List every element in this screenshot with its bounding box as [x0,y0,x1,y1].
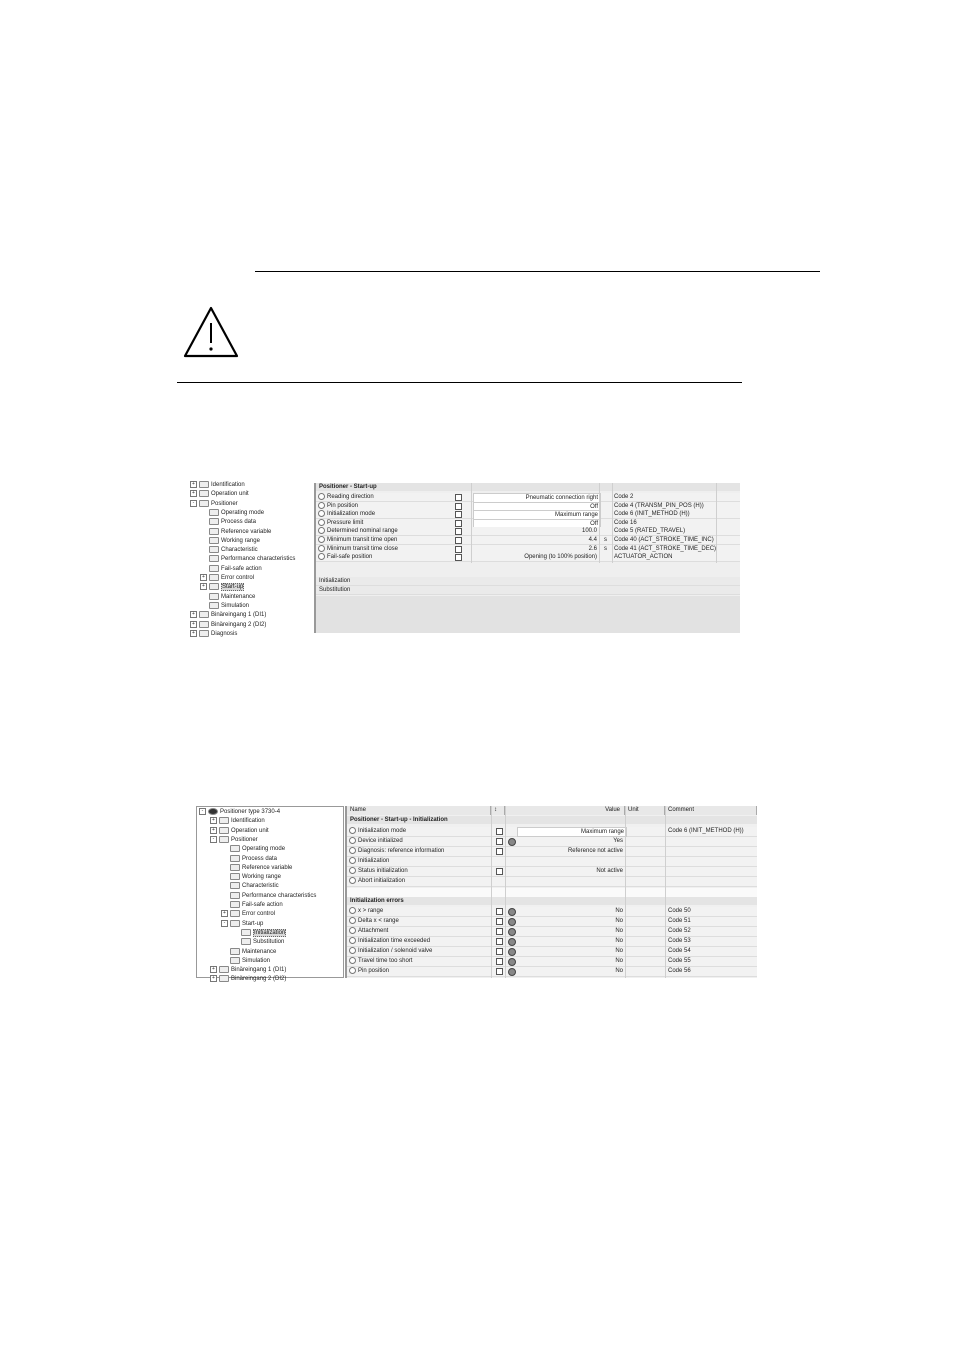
param-value: 4.4 [588,537,597,543]
folder-icon [230,873,240,880]
folder-icon [219,836,229,843]
checkbox[interactable] [496,868,503,875]
parameter-grid [314,483,740,633]
param-name [347,837,491,846]
tree-node-label: Identification [211,482,245,489]
param-value: Yes [613,838,623,844]
folder-icon [209,509,219,516]
param-comment: Code 40 (ACT_STROKE_TIME_INC) [614,537,714,543]
tree-node-label: Operating mode [221,509,265,516]
checkbox[interactable] [496,828,503,835]
status-led-icon [508,938,516,946]
tree-node[interactable] [232,938,284,947]
errors-title: Initialization errors [347,897,757,905]
param-name [347,827,491,836]
param-value: 2.6 [588,545,597,552]
param-comment: Code 41 (ACT_STROKE_TIME_DEC) [614,545,717,552]
error-row[interactable] [347,957,757,967]
param-name-text: Pin position [327,502,359,509]
tree-node-label: Characteristic [221,547,258,554]
error-row[interactable] [347,917,757,927]
section-title: Positioner - Start-up [316,483,740,491]
tree-node[interactable] [200,602,249,611]
checkbox[interactable] [496,908,503,915]
folder-icon [230,855,240,862]
tree-node-label: Maintenance [221,593,256,600]
tree-node[interactable] [190,630,237,639]
expand-icon[interactable]: + [190,481,197,488]
tree-node-label: Error control [221,575,255,582]
subfolder-label: Initialization [319,578,351,584]
table-row[interactable] [347,827,757,837]
column-header-unit[interactable]: Unit [625,806,665,815]
param-comment [668,877,756,886]
param-value: 100.0 [581,528,597,535]
subfolder-row[interactable] [316,586,740,595]
tree-node-label: Maintenance [242,948,277,955]
param-comment: Code 56 [668,968,691,974]
checkbox[interactable] [496,848,503,855]
param-name [347,957,491,966]
param-name [347,917,491,926]
expand-icon[interactable]: + [221,910,228,917]
collapse-icon[interactable]: - [221,920,228,927]
expand-icon[interactable]: + [210,966,217,973]
parameter-icon [349,837,356,844]
folder-icon [199,500,209,507]
checkbox[interactable] [496,948,503,955]
param-name-text: Status initialization [358,868,408,875]
tree-node[interactable] [200,509,264,518]
tree-node-label: Initialization [254,929,286,936]
param-name-text: Initialization mode [327,511,376,518]
column-separator [612,483,613,563]
tree-node-label: Fail-safe action [221,565,262,572]
param-name-text: Reading direction [327,494,374,501]
parameter-icon [318,536,325,543]
param-comment: Code 2 [614,494,634,500]
parameter-icon [349,957,356,964]
table-row[interactable] [347,867,757,877]
param-comment [668,867,756,876]
tree-node-label: Operating mode [242,846,286,853]
tree-node[interactable] [200,546,258,555]
param-value: No [615,958,623,964]
parameter-icon [318,493,325,500]
tree-node[interactable] [190,611,266,620]
table-row[interactable] [347,837,757,847]
tree-node-label: Reference variable [221,528,272,535]
param-name-text: Fail-safe position [327,554,373,561]
tree-node[interactable] [200,593,255,602]
param-name-text: Pin position [358,968,390,975]
top-rule [255,271,820,272]
tree-node[interactable] [200,583,244,592]
parameter-icon [318,553,325,560]
folder-icon [219,975,229,982]
parameter-grid [345,806,757,978]
tree-node[interactable] [200,565,262,574]
checkbox[interactable] [455,520,462,527]
parameter-icon [349,947,356,954]
tree-node-label: Simulation [242,957,271,964]
column-separator [599,483,600,563]
tree-node[interactable] [221,873,281,882]
tree-node-label: Positioner type 3730-4 [220,809,281,816]
folder-icon [209,583,219,590]
parameter-icon [349,907,356,914]
checkbox[interactable] [496,968,503,975]
parameter-icon [318,502,325,509]
param-unit: s [604,537,607,543]
screenshot-initialization [196,806,756,983]
param-name [347,907,491,916]
tree-node-label: Binäreingang 2 (DI2) [211,621,267,628]
tree-node-label: Reference variable [242,864,293,871]
folder-icon [230,910,240,917]
tree-node[interactable] [221,864,292,873]
status-led-icon [508,918,516,926]
device-icon [208,808,218,815]
tree-node-label: Simulation [221,602,250,609]
param-value: Opening (to 100% position) [524,554,597,561]
status-led-icon [508,958,516,966]
folder-icon [219,827,229,834]
tree-node[interactable] [190,621,266,630]
param-name [347,937,491,946]
folder-icon [230,864,240,871]
column-separator [625,806,626,978]
tree-node[interactable] [190,500,238,509]
column-header-name[interactable]: Name [347,806,491,815]
param-comment: Code 53 [668,938,691,944]
param-unit: s [604,545,607,552]
tree-node-label: Performance characteristics [242,892,317,899]
checkbox[interactable] [455,494,462,501]
column-separator [665,806,666,978]
table-row[interactable] [347,877,757,887]
checkbox[interactable] [496,918,503,925]
param-value: No [615,908,623,914]
param-value: No [615,968,623,974]
collapse-icon[interactable]: - [190,500,197,507]
parameter-icon [349,937,356,944]
column-separator [491,806,492,978]
param-name [347,857,491,866]
column-separator [471,483,472,563]
tree-node[interactable] [210,975,286,984]
tree-node[interactable] [210,827,269,836]
parameter-icon [318,545,325,552]
checkbox[interactable] [455,546,462,553]
param-value: No [615,938,623,944]
tree-node-label: Operation unit [211,491,249,498]
section-spacer [347,888,757,897]
warning-icon [182,305,240,359]
screenshot-startup [188,481,740,637]
tree-node[interactable] [221,892,316,901]
tree-node[interactable] [210,817,265,826]
collapse-icon[interactable]: - [210,836,217,843]
param-comment [668,837,756,846]
tree-node-label: Working range [242,874,281,881]
param-name-text: Initialization time exceeded [358,938,431,945]
tree-node[interactable] [200,528,271,537]
table-row[interactable] [347,857,757,867]
param-name [347,927,491,936]
tree-node-label: Identification [231,818,265,825]
checkbox[interactable] [496,928,503,935]
tree-node-label: Binäreingang 1 (DI1) [211,612,267,619]
folder-icon [209,593,219,600]
tree-node[interactable] [221,957,270,966]
param-name [347,867,491,876]
folder-icon [199,630,209,637]
expand-icon[interactable]: + [210,827,217,834]
param-value [517,857,625,865]
param-comment [668,857,756,866]
param-comment: Code 6 (INIT_METHOD (H)) [614,511,690,518]
empty-area [316,596,740,633]
param-name-text: Initialization [358,858,390,865]
tree-node[interactable] [200,574,254,583]
tree-node-label: Error control [242,911,276,918]
folder-icon [199,621,209,628]
parameter-icon [349,847,356,854]
checkbox[interactable] [496,938,503,945]
tree-node-label: Binäreingang 2 (DI2) [231,976,287,983]
tree-node-label: Characteristic [242,883,279,890]
section-title: Positioner - Start-up - Initialization [347,816,757,824]
param-value: Not active [596,868,623,874]
param-comment [668,847,756,856]
param-value: No [615,918,623,924]
expand-icon[interactable]: + [200,574,207,581]
tree-node[interactable] [190,481,245,490]
param-name-text: Initialization / solenoid valve [358,948,433,955]
param-name [316,553,451,562]
tree-node-label: Working range [221,537,260,544]
parameter-icon [349,867,356,874]
subfolder-row[interactable] [316,577,740,586]
parameter-icon [318,510,325,517]
column-header-comment[interactable]: Comment [665,806,757,815]
expand-icon[interactable]: + [190,611,197,618]
parameter-icon [318,519,325,526]
collapse-icon[interactable]: - [199,808,206,815]
column-header-value[interactable]: Value [505,806,625,815]
param-name-text: Minimum transit time close [327,545,399,552]
folder-icon [199,481,209,488]
status-led-icon [508,968,516,976]
parameter-icon [349,967,356,974]
param-name-text: Abort initialization [358,878,406,885]
parameter-icon [349,927,356,934]
tree-node-label: Substitution [253,939,285,946]
tree-node[interactable] [200,518,256,527]
parameter-icon [349,827,356,834]
tree-node-label: Start-up [222,584,244,591]
param-comment: Code 54 [668,948,691,954]
folder-icon [241,929,251,936]
column-separator [505,806,506,978]
tree-node[interactable] [221,910,275,919]
status-led-icon [508,908,516,916]
tree-node[interactable] [221,855,277,864]
parameter-icon [349,917,356,924]
expand-icon[interactable]: + [190,490,197,497]
folder-icon [209,555,219,562]
checkbox[interactable] [496,838,503,845]
tree-node-label: Operation unit [231,827,269,834]
param-comment: Code 50 [668,908,691,914]
parameter-icon [318,527,325,534]
status-led-icon [508,928,516,936]
parameter-icon [349,857,356,864]
tree-node[interactable] [221,920,263,929]
param-comment: Code 6 (INIT_METHOD (H)) [668,828,744,834]
expand-icon[interactable]: + [200,583,207,590]
tree-node-label: Performance characteristics [221,556,296,563]
tree-node[interactable] [199,808,280,817]
tree-node[interactable] [210,966,286,975]
folder-icon [230,845,240,852]
folder-icon [209,528,219,535]
param-value[interactable]: Off [473,519,601,529]
folder-icon [209,537,219,544]
expand-icon[interactable]: + [210,817,217,824]
checkbox[interactable] [455,528,462,535]
error-row[interactable] [347,927,757,937]
tree-node-label: Positioner [211,500,238,507]
subfolder-label: Substitution [319,587,351,593]
checkbox[interactable] [455,537,462,544]
param-name [347,877,491,886]
error-row[interactable] [347,937,757,947]
tree-node[interactable] [200,555,295,564]
param-comment: Code 4 (TRANSM_PIN_POS (H)) [614,502,704,509]
column-separator [716,483,717,563]
parameter-icon [349,877,356,884]
param-comment: Code 5 (RATED_TRAVEL) [614,528,686,535]
status-led-icon [508,838,516,846]
param-name [347,967,491,976]
folder-icon [199,490,209,497]
folder-icon [230,901,240,908]
expand-icon[interactable]: + [190,621,197,628]
param-name [347,847,491,856]
folder-icon [241,938,251,945]
error-row[interactable] [347,947,757,957]
param-comment: Code 55 [668,958,691,964]
tree-node[interactable] [221,882,279,891]
error-row[interactable] [347,967,757,977]
param-value[interactable]: Pneumatic connection right [473,493,601,503]
tree-node-label: Process data [221,519,257,526]
folder-icon [199,611,209,618]
param-comment: Code 16 [614,519,637,526]
param-value [517,877,625,885]
checkbox[interactable] [455,503,462,510]
param-name-text: Device initialized [358,838,403,845]
folder-icon [219,817,229,824]
folder-icon [209,574,219,581]
param-name-text: Attachment [358,928,389,935]
folder-icon [230,920,240,927]
folder-icon [209,565,219,572]
folder-icon [230,957,240,964]
param-comment: Code 51 [668,918,691,924]
tree-node[interactable] [221,948,276,957]
param-name-text: Travel time too short [358,958,413,965]
param-value[interactable]: Off [473,502,601,512]
param-value: No [615,948,623,954]
param-name-text: Determined nominal range [327,528,398,535]
folder-icon [209,546,219,553]
folder-icon [219,966,229,973]
tree-node-label: Positioner [231,836,258,843]
tree-node[interactable] [221,845,285,854]
param-value[interactable]: Maximum range [517,827,627,837]
tree-node[interactable] [232,929,286,938]
param-name-text: Pressure limit [327,519,364,526]
navigation-tree [196,806,344,983]
table-row[interactable] [316,553,740,562]
param-value: Reference not active [567,848,623,854]
checkbox[interactable] [455,554,462,561]
navigation-tree [188,481,313,637]
param-name-text: Diagnosis: reference information [358,848,445,855]
tree-node-label: Process data [242,855,278,862]
param-name-text: Initialization mode [358,828,407,835]
column-header-sort[interactable]: ↕ [491,806,505,815]
folder-icon [230,948,240,955]
tree-node[interactable] [190,490,249,499]
expand-icon[interactable]: + [190,630,197,637]
param-value: No [615,928,623,934]
table-row[interactable] [347,847,757,857]
folder-icon [230,882,240,889]
tree-node[interactable] [210,836,258,845]
tree-node-label: Binäreingang 1 (DI1) [231,967,287,974]
tree-node[interactable] [221,901,283,910]
param-name [347,947,491,956]
checkbox[interactable] [455,511,462,518]
error-row[interactable] [347,907,757,917]
folder-icon [209,602,219,609]
tree-node-label: Fail-safe action [242,902,283,909]
folder-icon [209,518,219,525]
param-comment: Code 52 [668,928,691,934]
tree-node[interactable] [200,537,260,546]
param-comment: ACTUATOR_ACTION [614,554,673,561]
status-led-icon [508,948,516,956]
param-value[interactable]: Maximum range [473,510,601,520]
tree-node-label: Diagnosis [211,630,238,637]
bottom-rule [177,382,742,383]
folder-icon [230,892,240,899]
param-name-text: Delta x < range [358,918,399,925]
tree-node-label: Start-up [242,920,264,927]
checkbox[interactable] [496,958,503,965]
param-name-text: x > range [358,908,384,915]
expand-icon[interactable]: + [210,975,217,982]
param-name-text: Minimum transit time open [327,537,398,544]
